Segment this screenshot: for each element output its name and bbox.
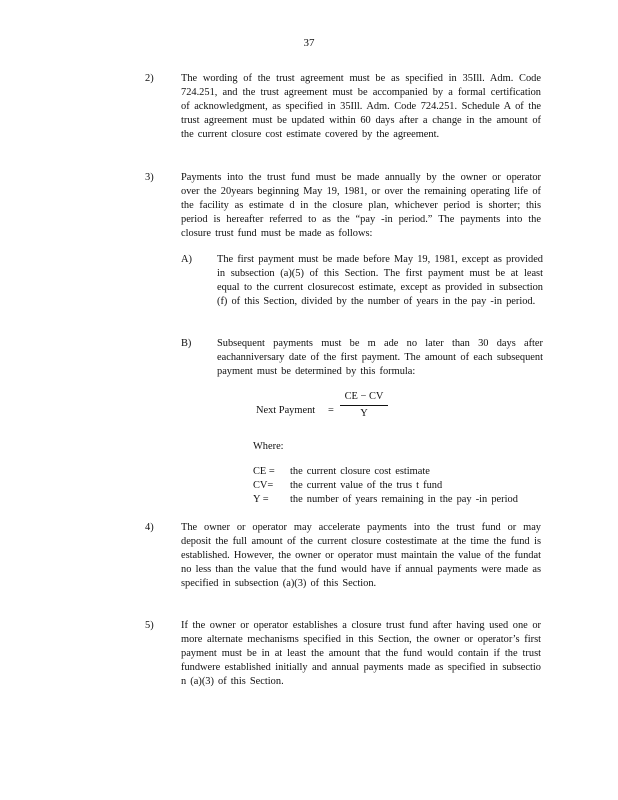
payment-formula bbox=[256, 391, 456, 436]
formula-equals: = bbox=[328, 405, 334, 416]
list-item-text: The wording of the trust agreement must be as specified in 35Ill. Adm. Code 724.251, and the trust agreement must be accompanied by a formal certification of acknowledgment, as specified in 35Ill. Adm. Code 724.251. Schedule A of the trust agreement must be updated within 60 days after a change in the amount of the current closure cost estimate covered by the agreement. bbox=[181, 73, 541, 140]
formula-fraction bbox=[340, 390, 388, 421]
list-item-number: 2) bbox=[145, 73, 154, 84]
definition-value: the current value of the trus t fund bbox=[290, 480, 443, 491]
definition-key: CE = bbox=[253, 466, 275, 477]
list-item-text: The owner or operator may accelerate payments into the trust fund or may deposit the full amount of the current closure costestimate at the time the fund is established. However, the owner or operator must maintain the value of the fundat no less than the value that the fund would have if annual payments were made as specified in subsection (a)(3) of this Section. bbox=[181, 522, 541, 589]
list-item-number: 3) bbox=[145, 172, 154, 183]
formula-numerator: CE − CV bbox=[340, 390, 388, 406]
list-item-number: 5) bbox=[145, 620, 154, 631]
definition-key: Y = bbox=[253, 494, 269, 505]
page-number: 37 bbox=[303, 37, 315, 49]
formula-lhs: Next Payment bbox=[256, 405, 316, 416]
sub-list-item-letter: A) bbox=[181, 254, 192, 265]
list-item-number: 4) bbox=[145, 522, 154, 533]
sub-list-item-letter: B) bbox=[181, 338, 192, 349]
where-label: Where: bbox=[253, 441, 284, 452]
definition-value: the number of years remaining in the pay -in period bbox=[290, 494, 518, 505]
sub-list-item-text: The first payment must be made before May 19, 1981, except as provided in subsection (a)(5) of this Section. The first payment must be at least equal to the current closurecost estimate, except as provided in subsection (f) of this Section, divided by the number of years in the pay -in period. bbox=[217, 254, 543, 307]
formula-denominator: Y bbox=[360, 408, 368, 419]
list-item-text: If the owner or operator establishes a closure trust fund after having used one or more alternate mechanisms specified in this Section, the owner or operator’s first payment must be in at least the amount that the fund would contain if the trust fundwere established initially and annual payments made as specified in subsectio n (a)(3) of this Section. bbox=[181, 620, 541, 687]
definition-value: the current closure cost estimate bbox=[290, 466, 430, 477]
definition-key: CV= bbox=[253, 480, 274, 491]
list-item-text: Payments into the trust fund must be made annually by the owner or operator over the 20years beginning May 19, 1981, or over the remaining operating life of the facility as estimate d in the closure plan, whichever period is shorter; this period is hereafter referred to as the “pay -in period.” The payments into the closure trust fund must be made as follows: bbox=[181, 172, 541, 239]
sub-list-item-text: Subsequent payments must be m ade no later than 30 days after eachanniversary date of the first payment. The amount of each subsequent payment must be determined by this formula: bbox=[217, 338, 543, 377]
